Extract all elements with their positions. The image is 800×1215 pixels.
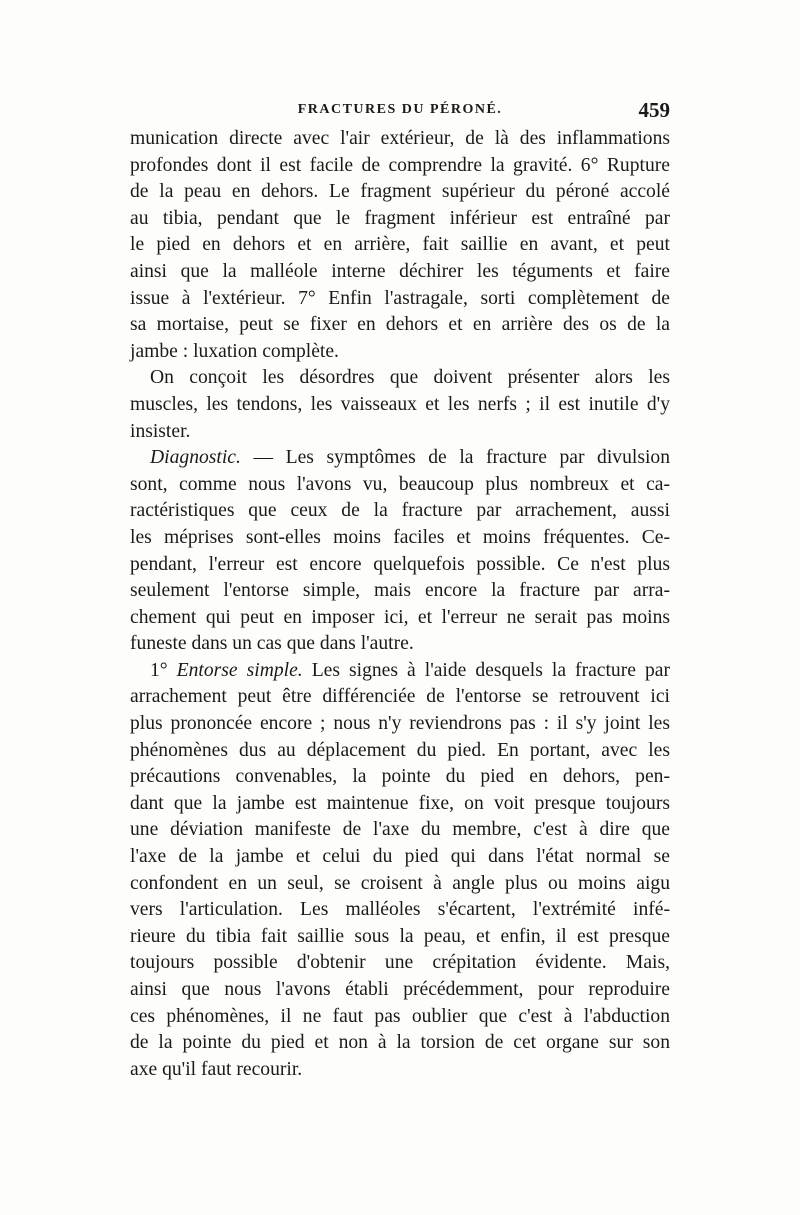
text-line: ractéristiques que ceux de la fracture par arrachement, aussi <box>130 500 670 522</box>
page-number: 459 <box>638 98 670 122</box>
text-line: l'axe de la jambe et celui du pied qui dans l'état normal se <box>130 846 670 868</box>
text-line: précautions convenables, la pointe du pied en dehors, pen- <box>130 766 670 788</box>
text-line: ainsi que la malléole interne déchirer les téguments et faire <box>130 260 670 282</box>
text-line: chement qui peut en imposer ici, et l'erreur ne serait pas moins <box>130 606 670 628</box>
text-line: une déviation manifeste de l'axe du membre, c'est à dire que <box>130 819 670 841</box>
section-heading-entorse-simple: Entorse simple. <box>176 659 303 681</box>
text-line: insister. <box>130 420 191 442</box>
paragraph-diagnostic <box>130 445 670 658</box>
text-line: profondes dont il est facile de comprendre la gravité. 6° Rupture <box>130 154 670 176</box>
item-number: 1° <box>150 659 177 681</box>
text-line: dant que la jambe est maintenue fixe, on voit presque toujours <box>130 792 670 814</box>
text-line: axe qu'il faut recourir. <box>130 1058 303 1080</box>
text-line: confondent en un seul, se croisent à angle plus ou moins aigu <box>130 872 670 894</box>
paragraph-entorse-simple <box>130 658 670 1084</box>
text-line: muscles, les tendons, les vaisseaux et les nerfs ; il est inutile d'y <box>130 393 670 415</box>
paragraph-2 <box>130 365 670 445</box>
text-line: les méprises sont-elles moins faciles et moins fréquentes. Ce- <box>130 526 670 548</box>
text-line <box>130 658 670 685</box>
section-heading-diagnostic: Diagnostic. <box>150 447 241 469</box>
text-line: sa mortaise, peut se fixer en dehors et en arrière des os de la <box>130 314 670 336</box>
body-text <box>130 126 670 1083</box>
text-line: plus prononcée encore ; nous n'y reviendrons pas : il s'y joint les <box>130 713 670 735</box>
text-line: de la peau en dehors. Le fragment supérieur du péroné accolé <box>130 181 670 203</box>
text-line: au tibia, pendant que le fragment inférieur est entraîné par <box>130 207 670 229</box>
text-fragment: — Les symptômes de la fracture par divulsion <box>240 447 670 469</box>
text-line: rieure du tibia fait saillie sous la peau, et enfin, il est presque <box>130 925 670 947</box>
text-fragment: Les signes à l'aide desquels la fracture par <box>302 659 670 681</box>
text-line: toujours possible d'obtenir une crépitation évidente. Mais, <box>130 952 670 974</box>
text-line: sont, comme nous l'avons vu, beaucoup plus nombreux et ca- <box>130 473 670 495</box>
text-line: seulement l'entorse simple, mais encore la fracture par arra- <box>130 580 670 602</box>
text-line: vers l'articulation. Les malléoles s'écartent, l'extrémité infé- <box>130 899 670 921</box>
text-line: ainsi que nous l'avons établi précédemment, pour reproduire <box>130 979 670 1000</box>
text-line: le pied en dehors et en arrière, fait saillie en avant, et peut <box>130 234 670 256</box>
text-line: On conçoit les désordres que doivent présenter alors les <box>150 367 670 389</box>
text-line: funeste dans un cas que dans l'autre. <box>130 633 414 655</box>
running-head <box>130 98 670 122</box>
text-line: jambe : luxation complète. <box>130 340 339 362</box>
text-line <box>130 445 670 472</box>
text-line: phénomènes dus au déplacement du pied. En portant, avec les <box>130 739 670 761</box>
text-line: ces phénomènes, il ne faut pas oublier que c'est à l'abduction <box>130 1005 670 1027</box>
text-line: issue à l'extérieur. 7° Enfin l'astragale, sorti complètement de <box>130 287 670 309</box>
text-line: munication directe avec l'air extérieur, de là des inflammations <box>130 128 670 149</box>
text-line: de la pointe du pied et non à la torsion de cet organe sur son <box>130 1032 670 1054</box>
text-line: arrachement peut être différenciée de l'entorse se retrouvent ici <box>130 686 670 708</box>
running-title: FRACTURES DU PÉRONÉ. <box>297 102 503 117</box>
paragraph-1 <box>130 126 670 365</box>
text-line: pendant, l'erreur est encore quelquefois possible. Ce n'est plus <box>130 553 670 575</box>
